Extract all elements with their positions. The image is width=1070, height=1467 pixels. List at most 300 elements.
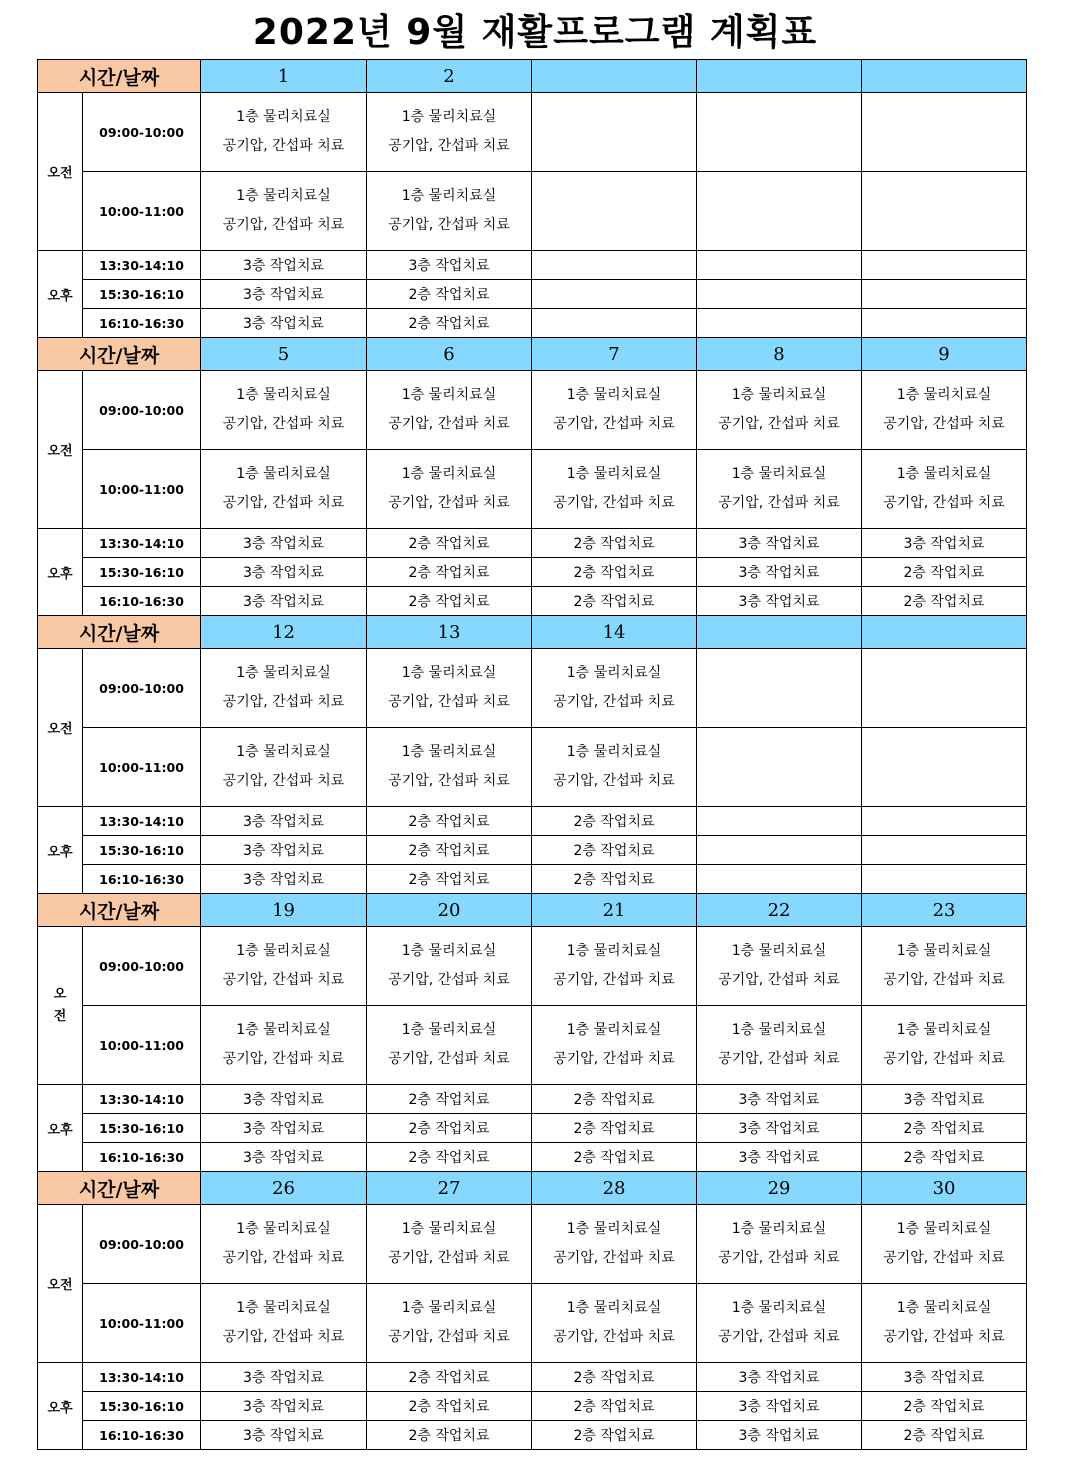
pt-treatment: 공기압, 간섭파 치료 bbox=[222, 138, 345, 154]
day-header: 26 bbox=[201, 1172, 367, 1205]
pt-treatment: 공기압, 간섭파 치료 bbox=[222, 1051, 345, 1067]
schedule-cell: 2층 작업치료 bbox=[367, 865, 532, 894]
schedule-cell bbox=[697, 927, 862, 1006]
pt-treatment: 공기압, 간섭파 치료 bbox=[883, 1329, 1005, 1345]
schedule-cell: 3층 작업치료 bbox=[201, 1392, 367, 1421]
time-slot: 15:30-16:10 bbox=[83, 558, 201, 587]
schedule-cell: 3층 작업치료 bbox=[367, 251, 532, 280]
schedule-cell bbox=[862, 807, 1027, 836]
schedule-cell-empty bbox=[862, 172, 1027, 251]
schedule-cell bbox=[862, 1006, 1027, 1085]
pt-location: 1층 물리치료실 bbox=[401, 387, 497, 403]
pt-treatment: 공기압, 간섭파 치료 bbox=[222, 1250, 345, 1266]
pm-row bbox=[38, 280, 1027, 309]
pt-treatment: 공기압, 간섭파 치료 bbox=[553, 1250, 675, 1266]
period-am: 오전 bbox=[38, 649, 83, 807]
schedule-cell: 2층 작업치료 bbox=[532, 587, 697, 616]
week-header-row bbox=[38, 1172, 1027, 1205]
day-header: 20 bbox=[367, 894, 532, 927]
pt-location: 1층 물리치료실 bbox=[401, 1300, 497, 1316]
pt-treatment: 공기압, 간섭파 치료 bbox=[222, 694, 345, 710]
pt-treatment: 공기압, 간섭파 치료 bbox=[883, 972, 1005, 988]
schedule-cell bbox=[367, 927, 532, 1006]
schedule-cell bbox=[697, 836, 862, 865]
day-header: 27 bbox=[367, 1172, 532, 1205]
time-slot: 10:00-11:00 bbox=[83, 450, 201, 529]
pt-location: 1층 물리치료실 bbox=[566, 665, 662, 681]
header-label: 시간/날짜 bbox=[38, 60, 201, 93]
pt-location: 1층 물리치료실 bbox=[236, 387, 331, 403]
am-row bbox=[38, 450, 1027, 529]
schedule-cell: 2층 작업치료 bbox=[367, 1114, 532, 1143]
pt-location: 1층 물리치료실 bbox=[731, 466, 827, 482]
schedule-cell: 2층 작업치료 bbox=[367, 1363, 532, 1392]
pt-location: 1층 물리치료실 bbox=[896, 943, 992, 959]
schedule-cell: 2층 작업치료 bbox=[367, 558, 532, 587]
pt-treatment: 공기압, 간섭파 치료 bbox=[718, 1250, 840, 1266]
pt-treatment: 공기압, 간섭파 치료 bbox=[553, 1051, 675, 1067]
pt-location: 1층 물리치료실 bbox=[731, 1221, 827, 1237]
period-pm: 오후 bbox=[38, 251, 83, 338]
day-header: 6 bbox=[367, 338, 532, 371]
period-am: 오전 bbox=[38, 371, 83, 529]
day-header: 28 bbox=[532, 1172, 697, 1205]
schedule-cell-empty bbox=[862, 728, 1027, 807]
day-header: 23 bbox=[862, 894, 1027, 927]
schedule-cell bbox=[367, 450, 532, 529]
schedule-cell-empty bbox=[862, 93, 1027, 172]
schedule-cell: 2층 작업치료 bbox=[367, 529, 532, 558]
time-slot: 09:00-10:00 bbox=[83, 649, 201, 728]
pt-location: 1층 물리치료실 bbox=[401, 744, 497, 760]
schedule-cell bbox=[697, 280, 862, 309]
schedule-cell bbox=[697, 1284, 862, 1363]
schedule-cell bbox=[201, 450, 367, 529]
schedule-cell bbox=[862, 280, 1027, 309]
schedule-cell: 3층 작업치료 bbox=[201, 280, 367, 309]
schedule-cell: 3층 작업치료 bbox=[697, 1114, 862, 1143]
schedule-cell bbox=[201, 1205, 367, 1284]
schedule-cell: 2층 작업치료 bbox=[532, 836, 697, 865]
schedule-cell bbox=[367, 93, 532, 172]
pt-treatment: 공기압, 간섭파 치료 bbox=[388, 1329, 510, 1345]
schedule-cell: 3층 작업치료 bbox=[697, 1392, 862, 1421]
schedule-cell: 3층 작업치료 bbox=[697, 587, 862, 616]
day-header bbox=[697, 616, 862, 649]
schedule-cell bbox=[532, 1006, 697, 1085]
pt-location: 1층 물리치료실 bbox=[401, 665, 497, 681]
schedule-cell: 2층 작업치료 bbox=[367, 836, 532, 865]
pt-treatment: 공기압, 간섭파 치료 bbox=[883, 1250, 1005, 1266]
pt-location: 1층 물리치료실 bbox=[236, 1022, 331, 1038]
day-header: 14 bbox=[532, 616, 697, 649]
time-slot: 09:00-10:00 bbox=[83, 927, 201, 1006]
page-title: 2022년 9월 재활프로그램 계획표 bbox=[252, 12, 818, 53]
period-am: 오전 bbox=[38, 93, 83, 251]
pt-treatment: 공기압, 간섭파 치료 bbox=[883, 1051, 1005, 1067]
period-am-char: 오 bbox=[53, 986, 67, 1002]
pt-location: 1층 물리치료실 bbox=[236, 1300, 331, 1316]
schedule-cell: 2층 작업치료 bbox=[862, 1143, 1027, 1172]
schedule-cell bbox=[532, 728, 697, 807]
schedule-cell bbox=[532, 280, 697, 309]
pm-row bbox=[38, 1421, 1027, 1450]
schedule-cell bbox=[697, 1205, 862, 1284]
time-slot: 10:00-11:00 bbox=[83, 1284, 201, 1363]
schedule-cell: 3층 작업치료 bbox=[862, 1363, 1027, 1392]
pt-location: 1층 물리치료실 bbox=[401, 1022, 497, 1038]
pm-row bbox=[38, 836, 1027, 865]
schedule-cell: 3층 작업치료 bbox=[201, 309, 367, 338]
day-header: 7 bbox=[532, 338, 697, 371]
am-row bbox=[38, 1006, 1027, 1085]
schedule-cell bbox=[862, 836, 1027, 865]
schedule-cell: 3층 작업치료 bbox=[201, 587, 367, 616]
day-header: 9 bbox=[862, 338, 1027, 371]
pt-treatment: 공기압, 간섭파 치료 bbox=[388, 416, 510, 432]
header-label: 시간/날짜 bbox=[38, 616, 201, 649]
am-row bbox=[38, 1205, 1027, 1284]
pt-location: 1층 물리치료실 bbox=[731, 1022, 827, 1038]
time-slot: 09:00-10:00 bbox=[83, 93, 201, 172]
schedule-cell bbox=[201, 371, 367, 450]
pt-location: 1층 물리치료실 bbox=[896, 387, 992, 403]
pt-treatment: 공기압, 간섭파 치료 bbox=[553, 1329, 675, 1345]
time-slot: 10:00-11:00 bbox=[83, 172, 201, 251]
pt-treatment: 공기압, 간섭파 치료 bbox=[883, 416, 1005, 432]
schedule-cell bbox=[697, 450, 862, 529]
pt-location: 1층 물리치료실 bbox=[401, 1221, 497, 1237]
pt-treatment: 공기압, 간섭파 치료 bbox=[388, 1051, 510, 1067]
week-header-row bbox=[38, 616, 1027, 649]
schedule-cell: 2층 작업치료 bbox=[367, 1143, 532, 1172]
schedule-cell bbox=[367, 1006, 532, 1085]
pm-row bbox=[38, 1392, 1027, 1421]
schedule-cell: 3층 작업치료 bbox=[201, 865, 367, 894]
time-slot: 15:30-16:10 bbox=[83, 1114, 201, 1143]
pt-treatment: 공기압, 간섭파 치료 bbox=[388, 773, 510, 789]
time-slot: 13:30-14:10 bbox=[83, 529, 201, 558]
period-pm: 오후 bbox=[38, 1085, 83, 1172]
schedule-table bbox=[37, 59, 1027, 1450]
pt-location: 1층 물리치료실 bbox=[566, 387, 662, 403]
pt-location: 1층 물리치료실 bbox=[236, 744, 331, 760]
pt-treatment: 공기압, 간섭파 치료 bbox=[718, 1329, 840, 1345]
schedule-cell bbox=[697, 1006, 862, 1085]
schedule-cell: 3층 작업치료 bbox=[697, 1421, 862, 1450]
day-header: 19 bbox=[201, 894, 367, 927]
time-slot: 13:30-14:10 bbox=[83, 1363, 201, 1392]
schedule-cell: 3층 작업치료 bbox=[201, 807, 367, 836]
pt-location: 1층 물리치료실 bbox=[566, 466, 662, 482]
pt-location: 1층 물리치료실 bbox=[401, 943, 497, 959]
pt-location: 1층 물리치료실 bbox=[236, 665, 331, 681]
pm-row bbox=[38, 1114, 1027, 1143]
schedule-cell bbox=[532, 371, 697, 450]
am-row bbox=[38, 172, 1027, 251]
schedule-cell bbox=[201, 1006, 367, 1085]
schedule-cell: 2층 작업치료 bbox=[367, 280, 532, 309]
time-slot: 15:30-16:10 bbox=[83, 1392, 201, 1421]
time-slot: 15:30-16:10 bbox=[83, 280, 201, 309]
pt-treatment: 공기압, 간섭파 치료 bbox=[388, 495, 510, 511]
pt-location: 1층 물리치료실 bbox=[236, 943, 331, 959]
pm-row bbox=[38, 1143, 1027, 1172]
schedule-cell: 2층 작업치료 bbox=[367, 587, 532, 616]
schedule-cell bbox=[532, 927, 697, 1006]
schedule-cell: 3층 작업치료 bbox=[201, 529, 367, 558]
pt-treatment: 공기압, 간섭파 치료 bbox=[222, 972, 345, 988]
pt-location: 1층 물리치료실 bbox=[401, 466, 497, 482]
schedule-cell bbox=[697, 309, 862, 338]
pt-location: 1층 물리치료실 bbox=[566, 943, 662, 959]
pt-treatment: 공기압, 간섭파 치료 bbox=[222, 495, 345, 511]
schedule-cell bbox=[862, 251, 1027, 280]
pt-treatment: 공기압, 간섭파 치료 bbox=[553, 972, 675, 988]
pm-row bbox=[38, 1363, 1027, 1392]
day-header bbox=[697, 60, 862, 93]
schedule-cell bbox=[862, 1284, 1027, 1363]
pt-treatment: 공기압, 간섭파 치료 bbox=[388, 138, 510, 154]
schedule-cell: 3층 작업치료 bbox=[697, 1085, 862, 1114]
schedule-cell bbox=[201, 93, 367, 172]
schedule-cell bbox=[862, 1205, 1027, 1284]
schedule-cell bbox=[201, 649, 367, 728]
schedule-cell: 2층 작업치료 bbox=[862, 558, 1027, 587]
pt-location: 1층 물리치료실 bbox=[236, 466, 331, 482]
schedule-cell: 2층 작업치료 bbox=[532, 1085, 697, 1114]
schedule-cell bbox=[532, 649, 697, 728]
pt-location: 1층 물리치료실 bbox=[896, 1300, 992, 1316]
time-slot: 13:30-14:10 bbox=[83, 1085, 201, 1114]
pt-location: 1층 물리치료실 bbox=[566, 1300, 662, 1316]
schedule-cell bbox=[697, 807, 862, 836]
week-header-row bbox=[38, 60, 1027, 93]
schedule-cell: 3층 작업치료 bbox=[697, 558, 862, 587]
time-slot: 09:00-10:00 bbox=[83, 371, 201, 450]
schedule-cell: 2층 작업치료 bbox=[532, 1421, 697, 1450]
time-slot: 15:30-16:10 bbox=[83, 836, 201, 865]
pt-location: 1층 물리치료실 bbox=[731, 1300, 827, 1316]
pt-location: 1층 물리치료실 bbox=[896, 466, 992, 482]
schedule-cell: 2층 작업치료 bbox=[532, 865, 697, 894]
schedule-cell bbox=[862, 371, 1027, 450]
pt-treatment: 공기압, 간섭파 치료 bbox=[718, 416, 840, 432]
schedule-cell: 3층 작업치료 bbox=[201, 1085, 367, 1114]
schedule-cell bbox=[367, 1205, 532, 1284]
am-row bbox=[38, 649, 1027, 728]
schedule-cell-empty bbox=[697, 728, 862, 807]
schedule-cell bbox=[201, 728, 367, 807]
period-pm: 오후 bbox=[38, 1363, 83, 1450]
schedule-cell bbox=[532, 309, 697, 338]
period-am bbox=[38, 927, 83, 1085]
schedule-cell bbox=[697, 251, 862, 280]
pt-location: 1층 물리치료실 bbox=[566, 1221, 662, 1237]
day-header bbox=[532, 60, 697, 93]
time-slot: 16:10-16:30 bbox=[83, 865, 201, 894]
schedule-cell-empty bbox=[862, 649, 1027, 728]
time-slot: 16:10-16:30 bbox=[83, 1143, 201, 1172]
day-header: 2 bbox=[367, 60, 532, 93]
schedule-cell: 2층 작업치료 bbox=[862, 1421, 1027, 1450]
schedule-cell: 3층 작업치료 bbox=[201, 1421, 367, 1450]
schedule-cell bbox=[862, 865, 1027, 894]
pm-row bbox=[38, 251, 1027, 280]
day-header: 30 bbox=[862, 1172, 1027, 1205]
pm-row bbox=[38, 1085, 1027, 1114]
schedule-cell-empty bbox=[697, 93, 862, 172]
schedule-cell: 2층 작업치료 bbox=[862, 1392, 1027, 1421]
schedule-cell bbox=[367, 1284, 532, 1363]
schedule-cell bbox=[532, 1205, 697, 1284]
schedule-cell bbox=[367, 649, 532, 728]
pt-treatment: 공기압, 간섭파 치료 bbox=[222, 773, 345, 789]
schedule-cell: 2층 작업치료 bbox=[862, 587, 1027, 616]
schedule-cell: 2층 작업치료 bbox=[532, 1143, 697, 1172]
pt-location: 1층 물리치료실 bbox=[896, 1022, 992, 1038]
time-slot: 16:10-16:30 bbox=[83, 309, 201, 338]
schedule-cell: 2층 작업치료 bbox=[532, 1363, 697, 1392]
pt-treatment: 공기압, 간섭파 치료 bbox=[222, 217, 345, 233]
time-slot: 13:30-14:10 bbox=[83, 807, 201, 836]
period-pm: 오후 bbox=[38, 807, 83, 894]
am-row bbox=[38, 93, 1027, 172]
pt-location: 1층 물리치료실 bbox=[731, 943, 827, 959]
pt-treatment: 공기압, 간섭파 치료 bbox=[553, 495, 675, 511]
day-header: 12 bbox=[201, 616, 367, 649]
day-header: 8 bbox=[697, 338, 862, 371]
schedule-cell: 2층 작업치료 bbox=[532, 807, 697, 836]
schedule-cell: 3층 작업치료 bbox=[201, 836, 367, 865]
period-am-char: 전 bbox=[53, 1008, 67, 1024]
header-label: 시간/날짜 bbox=[38, 338, 201, 371]
day-header: 5 bbox=[201, 338, 367, 371]
schedule-cell: 2층 작업치료 bbox=[532, 1114, 697, 1143]
header-label: 시간/날짜 bbox=[38, 894, 201, 927]
pm-row bbox=[38, 865, 1027, 894]
am-row bbox=[38, 927, 1027, 1006]
schedule-cell-empty bbox=[697, 649, 862, 728]
am-row bbox=[38, 371, 1027, 450]
time-slot: 10:00-11:00 bbox=[83, 728, 201, 807]
time-slot: 09:00-10:00 bbox=[83, 1205, 201, 1284]
pt-treatment: 공기압, 간섭파 치료 bbox=[553, 773, 675, 789]
pt-location: 1층 물리치료실 bbox=[896, 1221, 992, 1237]
schedule-cell bbox=[201, 172, 367, 251]
schedule-cell: 3층 작업치료 bbox=[697, 1363, 862, 1392]
schedule-cell bbox=[862, 927, 1027, 1006]
period-am: 오전 bbox=[38, 1205, 83, 1363]
schedule-cell bbox=[862, 309, 1027, 338]
pm-row bbox=[38, 558, 1027, 587]
schedule-cell: 2층 작업치료 bbox=[367, 807, 532, 836]
schedule-cell: 3층 작업치료 bbox=[201, 1363, 367, 1392]
day-header bbox=[862, 60, 1027, 93]
pt-location: 1층 물리치료실 bbox=[731, 387, 827, 403]
pm-row bbox=[38, 587, 1027, 616]
pt-location: 1층 물리치료실 bbox=[401, 109, 497, 125]
am-row bbox=[38, 1284, 1027, 1363]
pt-treatment: 공기압, 간섭파 치료 bbox=[388, 694, 510, 710]
schedule-cell-empty bbox=[697, 172, 862, 251]
week-header-row bbox=[38, 894, 1027, 927]
am-row bbox=[38, 728, 1027, 807]
day-header: 22 bbox=[697, 894, 862, 927]
schedule-cell: 3층 작업치료 bbox=[862, 529, 1027, 558]
schedule-cell: 2층 작업치료 bbox=[862, 1114, 1027, 1143]
day-header: 29 bbox=[697, 1172, 862, 1205]
schedule-cell bbox=[862, 450, 1027, 529]
day-header: 13 bbox=[367, 616, 532, 649]
schedule-cell-empty bbox=[532, 172, 697, 251]
schedule-cell bbox=[697, 865, 862, 894]
schedule-cell: 2층 작업치료 bbox=[367, 309, 532, 338]
time-slot: 10:00-11:00 bbox=[83, 1006, 201, 1085]
schedule-cell: 2층 작업치료 bbox=[367, 1085, 532, 1114]
pm-row bbox=[38, 309, 1027, 338]
schedule-cell: 2층 작업치료 bbox=[532, 1392, 697, 1421]
schedule-cell: 3층 작업치료 bbox=[201, 251, 367, 280]
pt-treatment: 공기압, 간섭파 치료 bbox=[222, 416, 345, 432]
pt-treatment: 공기압, 간섭파 치료 bbox=[388, 217, 510, 233]
pt-treatment: 공기압, 간섭파 치료 bbox=[718, 495, 840, 511]
schedule-cell bbox=[532, 450, 697, 529]
schedule-cell bbox=[367, 371, 532, 450]
day-header: 1 bbox=[201, 60, 367, 93]
schedule-cell: 2층 작업치료 bbox=[532, 529, 697, 558]
pt-location: 1층 물리치료실 bbox=[566, 1022, 662, 1038]
pm-row bbox=[38, 529, 1027, 558]
schedule-cell: 3층 작업치료 bbox=[201, 1143, 367, 1172]
day-header: 21 bbox=[532, 894, 697, 927]
time-slot: 16:10-16:30 bbox=[83, 1421, 201, 1450]
schedule-cell bbox=[367, 172, 532, 251]
schedule-cell bbox=[201, 1284, 367, 1363]
pt-treatment: 공기압, 간섭파 치료 bbox=[388, 1250, 510, 1266]
schedule-cell bbox=[367, 728, 532, 807]
pt-treatment: 공기압, 간섭파 치료 bbox=[883, 495, 1005, 511]
pt-treatment: 공기압, 간섭파 치료 bbox=[388, 972, 510, 988]
pt-location: 1층 물리치료실 bbox=[236, 188, 331, 204]
pt-location: 1층 물리치료실 bbox=[236, 109, 331, 125]
pt-treatment: 공기압, 간섭파 치료 bbox=[718, 972, 840, 988]
schedule-cell bbox=[532, 251, 697, 280]
day-header bbox=[862, 616, 1027, 649]
schedule-cell: 2층 작업치료 bbox=[367, 1421, 532, 1450]
pt-location: 1층 물리치료실 bbox=[236, 1221, 331, 1237]
schedule-cell: 3층 작업치료 bbox=[862, 1085, 1027, 1114]
pt-treatment: 공기압, 간섭파 치료 bbox=[553, 416, 675, 432]
schedule-cell-empty bbox=[532, 93, 697, 172]
schedule-cell bbox=[201, 927, 367, 1006]
schedule-cell: 2층 작업치료 bbox=[532, 558, 697, 587]
pt-treatment: 공기압, 간섭파 치료 bbox=[718, 1051, 840, 1067]
pt-location: 1층 물리치료실 bbox=[401, 188, 497, 204]
schedule-cell: 3층 작업치료 bbox=[201, 558, 367, 587]
schedule-cell: 3층 작업치료 bbox=[697, 529, 862, 558]
pt-treatment: 공기압, 간섭파 치료 bbox=[553, 694, 675, 710]
schedule-cell: 3층 작업치료 bbox=[697, 1143, 862, 1172]
week-header-row bbox=[38, 338, 1027, 371]
time-slot: 13:30-14:10 bbox=[83, 251, 201, 280]
schedule-cell: 2층 작업치료 bbox=[367, 1392, 532, 1421]
time-slot: 16:10-16:30 bbox=[83, 587, 201, 616]
header-label: 시간/날짜 bbox=[38, 1172, 201, 1205]
pm-row bbox=[38, 807, 1027, 836]
schedule-cell: 3층 작업치료 bbox=[201, 1114, 367, 1143]
period-pm: 오후 bbox=[38, 529, 83, 616]
